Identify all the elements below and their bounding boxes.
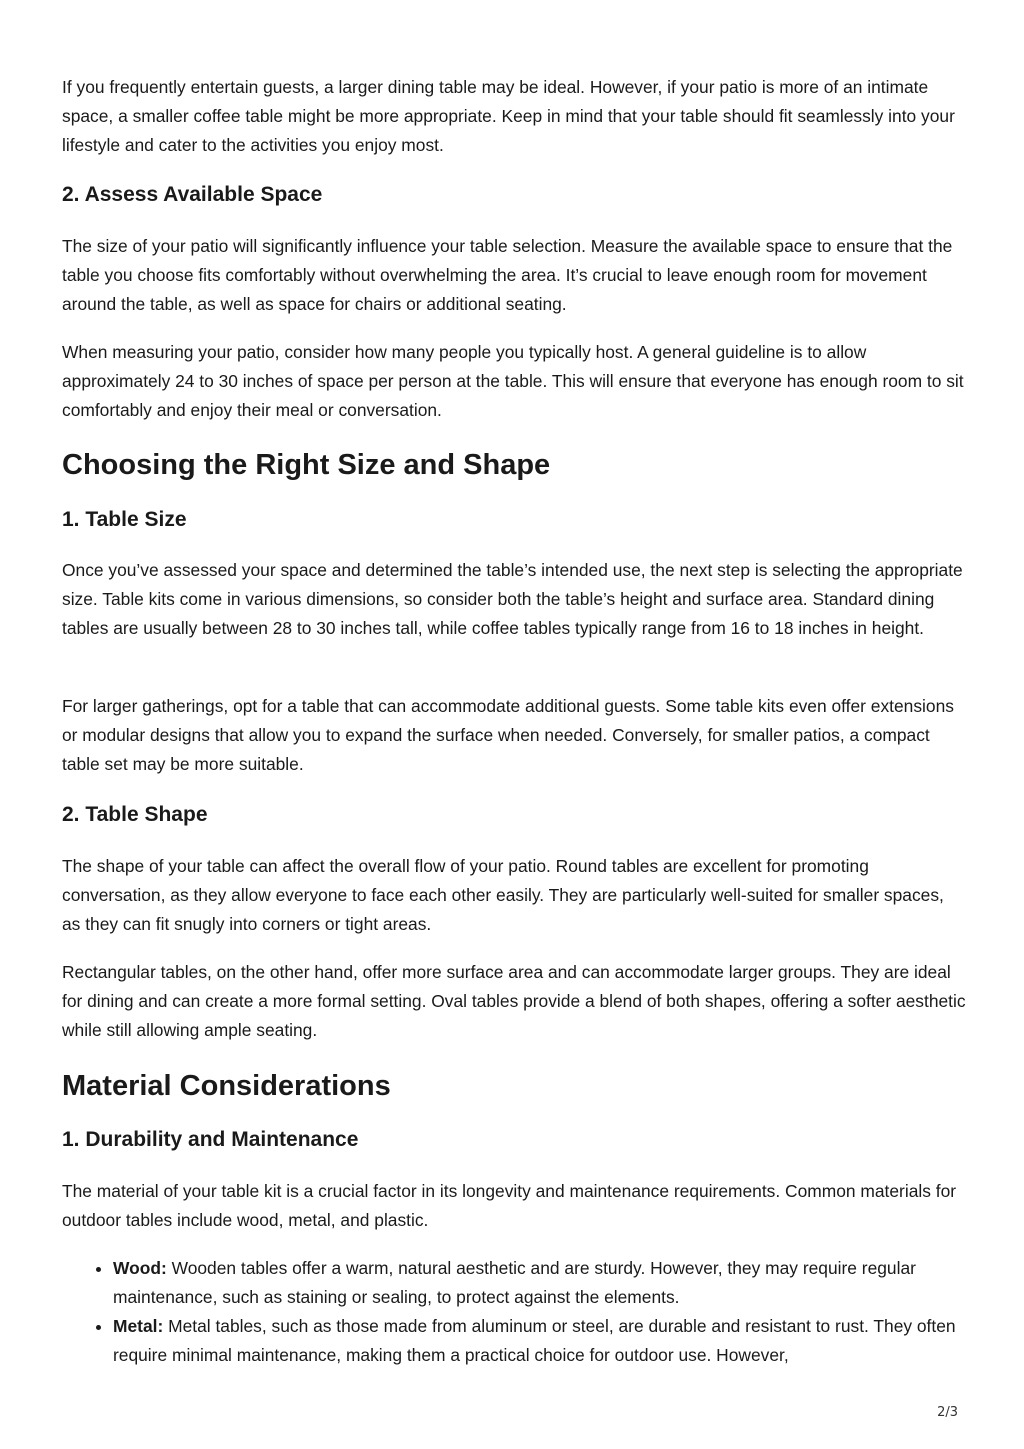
table-size-paragraph-2: For larger gatherings, opt for a table that can accommodate additional guests. Some table kits even offer extensions or modular designs that allow you to expand the surface when needed. Conversely, for smaller patios, a compact table set may be more suitable. [62, 696, 954, 774]
list-item [113, 1254, 967, 1312]
size-shape-heading: Choosing the Right Size and Shape [62, 449, 551, 481]
list-item-text: Wooden tables offer a warm, natural aesthetic and are sturdy. However, they may require regular maintenance, such as staining or sealing, to protect against the elements. [113, 1258, 916, 1307]
intro-paragraph: If you frequently entertain guests, a larger dining table may be ideal. However, if your patio is more of an intimate space, a smaller coffee table might be more appropriate. Keep in mind that your table should fit seamlessly into your lifestyle and cater to the activities you enjoy most. [62, 77, 955, 155]
table-shape-paragraph-1: The shape of your table can affect the overall flow of your patio. Round tables are excellent for promoting conversation, as they allow everyone to face each other easily. They are particularly well-suited for smaller spaces, as they can fit snugly into corners or tight areas. [62, 856, 944, 934]
assess-space-paragraph-1: The size of your patio will significantly influence your table selection. Measure the available space to ensure that the table you choose fits comfortably without overwhelming the area. It’s crucial to leave enough room for movement around the table, as well as space for chairs or additional seating. [62, 236, 953, 314]
table-shape-heading: 2. Table Shape [62, 803, 208, 826]
table-shape-paragraph-2: Rectangular tables, on the other hand, offer more surface area and can accommodate larger groups. They are ideal for dining and can create a more formal setting. Oval tables provide a blend of both shapes, offering a softer aesthetic while still allowing ample seating. [62, 962, 966, 1040]
durability-heading: 1. Durability and Maintenance [62, 1128, 359, 1151]
list-item-label: Wood: [113, 1258, 167, 1278]
materials-heading: Material Considerations [62, 1070, 391, 1102]
table-size-paragraph-1: Once you’ve assessed your space and determined the table’s intended use, the next step is selecting the appropriate size. Table kits come in various dimensions, so consider both the table’s height and surface area. Standard dining tables are usually between 28 to 30 inches tall, while coffee tables typically range from 16 to 18 inches in height. [62, 560, 963, 638]
materials-list [62, 1254, 967, 1370]
durability-paragraph: The material of your table kit is a crucial factor in its longevity and maintenance requirements. Common materials for outdoor tables include wood, metal, and plastic. [62, 1181, 957, 1230]
assess-space-heading: 2. Assess Available Space [62, 183, 323, 206]
assess-space-paragraph-2: When measuring your patio, consider how many people you typically host. A general guideline is to allow approximately 24 to 30 inches of space per person at the table. This will ensure that everyone has enough room to sit comfortably and enjoy their meal or conversation. [62, 342, 964, 420]
list-item [113, 1312, 967, 1370]
table-size-heading: 1. Table Size [62, 508, 187, 531]
list-item-label: Metal: [113, 1316, 164, 1336]
page-number: 2/3 [937, 1405, 958, 1420]
list-item-text: Metal tables, such as those made from aluminum or steel, are durable and resistant to rust. They often require minimal maintenance, making them a practical choice for outdoor use. However, [113, 1316, 956, 1365]
